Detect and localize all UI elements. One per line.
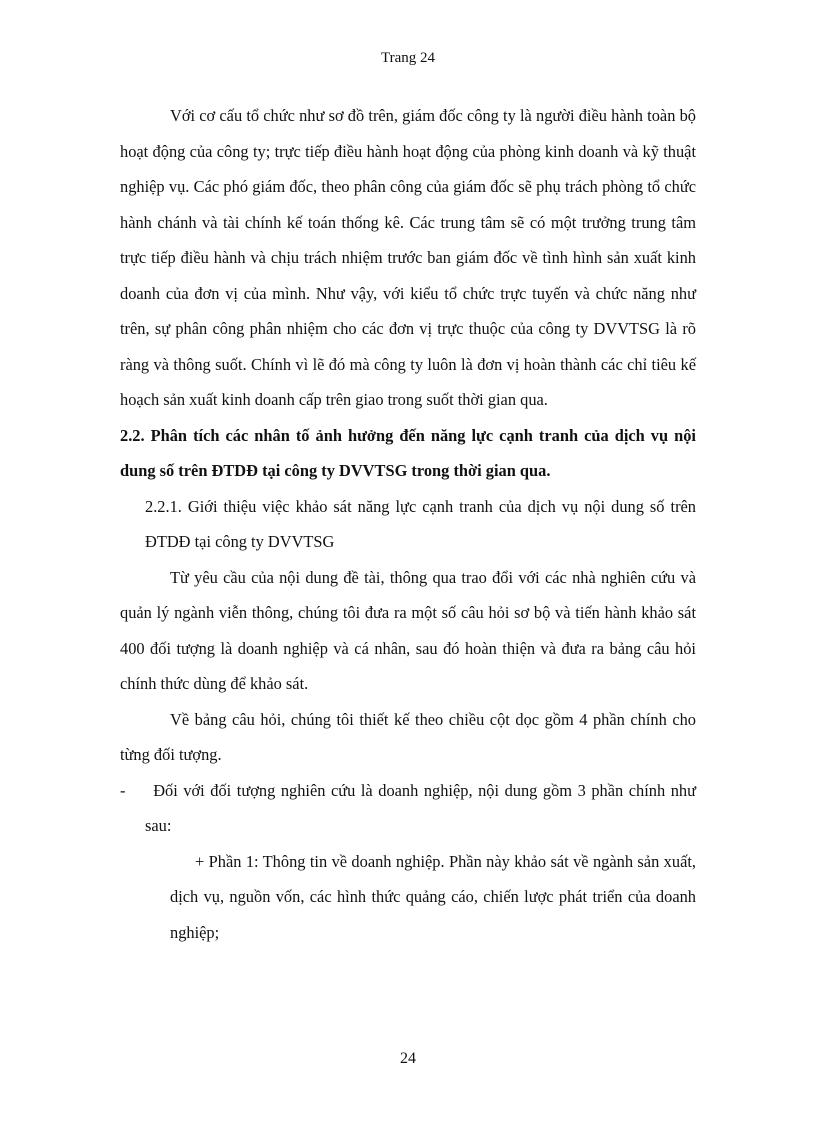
page-header: Trang 24 — [380, 50, 436, 66]
page-content — [120, 98, 696, 950]
paragraph-questionnaire: Về bảng câu hỏi, chúng tôi thiết kế theo chiều cột dọc gồm 4 phần chính cho từng đối tượng. — [120, 709, 696, 764]
paragraph-org-structure: Với cơ cấu tổ chức như sơ đồ trên, giám đốc công ty là người điều hành toàn bộ hoạt động của công ty; trực tiếp điều hành hoạt động của phòng kinh doanh và kỹ thuật nghiệp vụ. Các phó giám đốc, theo phân công của giám đốc sẽ phụ trách phòng tổ chức hành chánh và tài chính kế toán thống kê. Các trung tâm sẽ có một trưởng trung tâm trực tiếp điều hành và chịu trách nhiệm trước ban giám đốc về tình hình sản xuất kinh doanh của đơn vị của mình. Như vậy, với kiểu tổ chức trực tuyến và chức năng như trên, sự phân công phân nhiệm cho các đơn vị trực thuộc của công ty DVVTSG là rõ ràng và thông suốt. Chính vì lẽ đó mà công ty luôn là đơn vị hoàn thành các chỉ tiêu kế hoạch sản xuất kinh doanh cấp trên giao trong suốt thời gian qua. — [120, 106, 696, 409]
plus-list-item: + Phần 1: Thông tin về doanh nghiệp. Phần này khảo sát về ngành sản xuất, dịch vụ, nguồn vốn, các hình thức quảng cáo, chiến lược phát triển của doanh nghiệp; — [170, 851, 696, 942]
section-heading-2-2: 2.2. Phân tích các nhân tố ảnh hưởng đến năng lực cạnh tranh của dịch vụ nội dung số trên ĐTDĐ tại công ty DVVTSG trong thời gian qua. — [120, 425, 696, 480]
paragraph-survey-intro: Từ yêu cầu của nội dung đề tài, thông qua trao đổi với các nhà nghiên cứu và quản lý ngành viễn thông, chúng tôi đưa ra một số câu hỏi sơ bộ và tiến hành khảo sát 400 đối tượng là doanh nghiệp và cá nhân, sau đó hoàn thiện và đưa ra bảng câu hỏi chính thức dùng để khảo sát. — [120, 567, 696, 693]
dash-list-item: - Đối với đối tượng nghiên cứu là doanh nghiệp, nội dung gồm 3 phần chính như sau: — [120, 780, 696, 835]
subsection-heading-2-2-1: 2.2.1. Giới thiệu việc khảo sát năng lực cạnh tranh của dịch vụ nội dung số trên ĐTDĐ tại công ty DVVTSG — [145, 496, 696, 551]
page-number: 24 — [400, 1050, 416, 1067]
